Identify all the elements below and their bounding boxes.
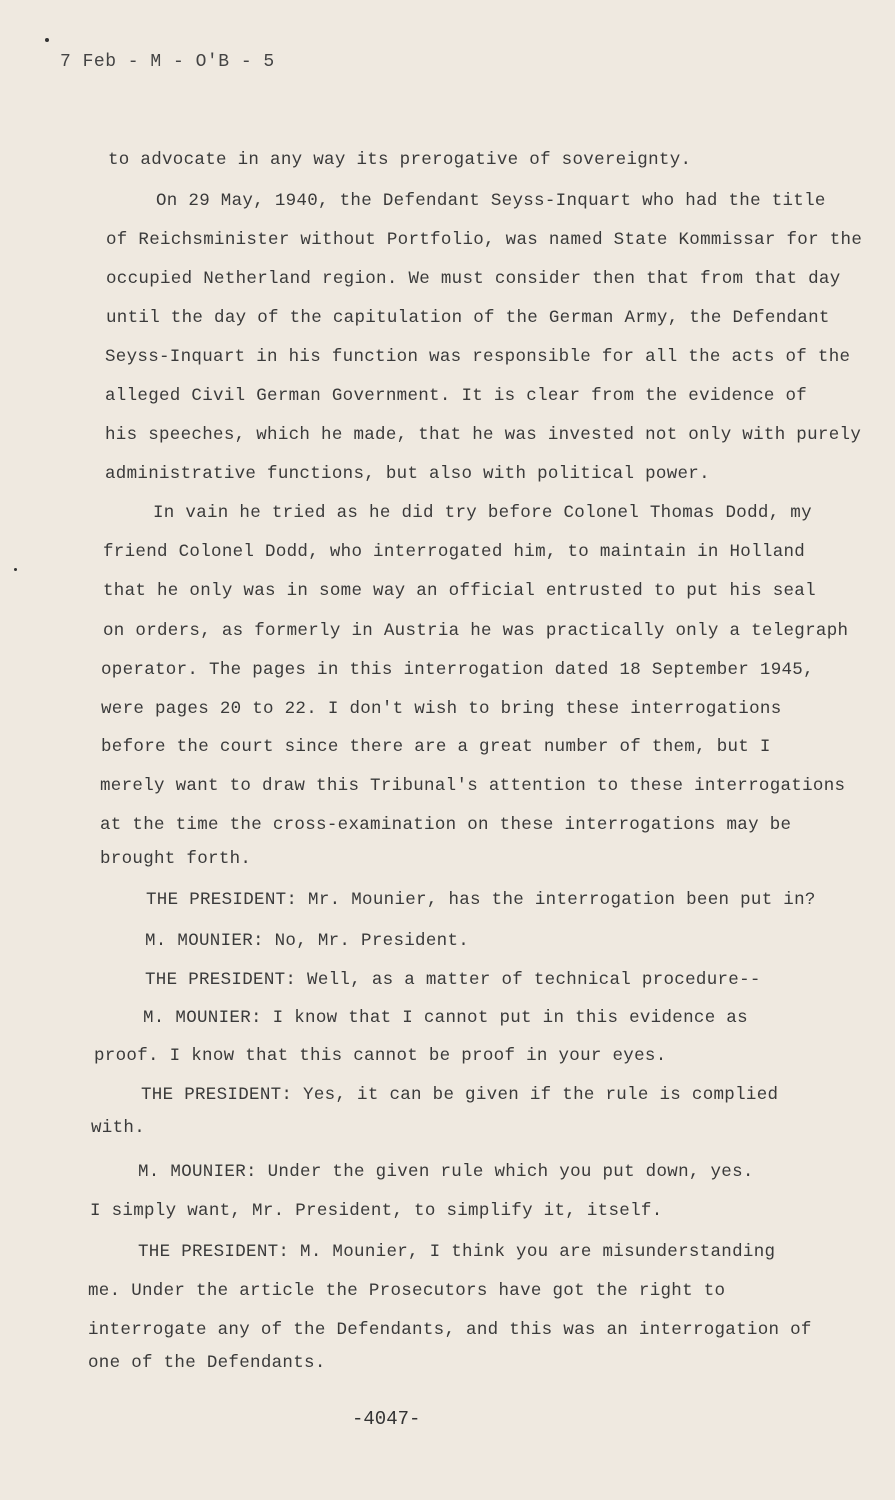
text-line: one of the Defendants. [88, 1353, 326, 1373]
text-line: On 29 May, 1940, the Defendant Seyss-Inquart who had the title [156, 191, 826, 211]
text-line: occupied Netherland region. We must consider then that from that day [106, 269, 841, 289]
text-line: that he only was in some way an official entrusted to put his seal [103, 581, 816, 601]
text-line: his speeches, which he made, that he was invested not only with purely [105, 425, 862, 445]
text-line: M. MOUNIER: I know that I cannot put in this evidence as [143, 1008, 748, 1028]
text-line: In vain he tried as he did try before Colonel Thomas Dodd, my [153, 503, 812, 523]
text-line: of Reichsminister without Portfolio, was named State Kommissar for the [106, 230, 863, 250]
text-line: THE PRESIDENT: Yes, it can be given if the rule is complied [141, 1085, 779, 1105]
text-line: proof. I know that this cannot be proof in your eyes. [94, 1046, 667, 1066]
text-line: merely want to draw this Tribunal's attention to these interrogations [100, 776, 846, 796]
text-line: THE PRESIDENT: M. Mounier, I think you are misunderstanding [138, 1242, 776, 1262]
text-line: brought forth. [100, 849, 252, 869]
text-line: M. MOUNIER: Under the given rule which you put down, yes. [138, 1162, 754, 1182]
text-line: interrogate any of the Defendants, and this was an interrogation of [88, 1320, 812, 1340]
text-line: were pages 20 to 22. I don't wish to bring these interrogations [101, 699, 782, 719]
text-line: M. MOUNIER: No, Mr. President. [145, 931, 470, 951]
text-line: operator. The pages in this interrogation dated 18 September 1945, [101, 660, 814, 680]
page-number: -4047- [352, 1408, 421, 1430]
page-header: 7 Feb - M - O'B - 5 [60, 52, 275, 72]
margin-mark-dot [45, 38, 49, 42]
text-line: me. Under the article the Prosecutors have got the right to [88, 1281, 726, 1301]
text-line: until the day of the capitulation of the German Army, the Defendant [106, 308, 830, 328]
text-line: with. [91, 1118, 146, 1138]
text-line: THE PRESIDENT: Well, as a matter of technical procedure-- [145, 970, 761, 990]
text-line: at the time the cross-examination on these interrogations may be [100, 815, 792, 835]
margin-mark-dot [14, 568, 17, 571]
text-line: I simply want, Mr. President, to simplify it, itself. [90, 1201, 663, 1221]
text-line: alleged Civil German Government. It is clear from the evidence of [105, 386, 808, 406]
text-line: administrative functions, but also with political power. [105, 464, 710, 484]
text-line: Seyss-Inquart in his function was responsible for all the acts of the [105, 347, 851, 367]
text-line: friend Colonel Dodd, who interrogated him, to maintain in Holland [103, 542, 806, 562]
text-line: to advocate in any way its prerogative of sovereignty. [108, 150, 692, 170]
text-line: on orders, as formerly in Austria he was practically only a telegraph [103, 621, 849, 641]
text-line: THE PRESIDENT: Mr. Mounier, has the interrogation been put in? [146, 890, 816, 910]
text-line: before the court since there are a great number of them, but I [101, 737, 771, 757]
